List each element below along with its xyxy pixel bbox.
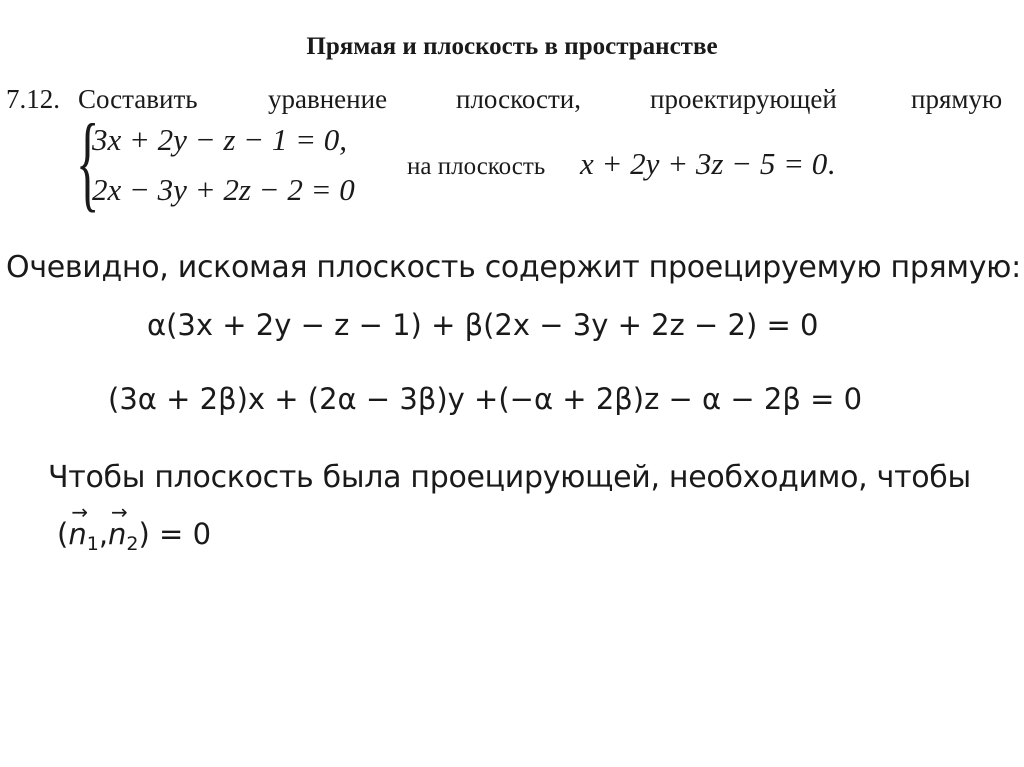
problem-word-4: проектирующей bbox=[650, 84, 837, 114]
plane-equation bbox=[580, 146, 835, 182]
formula3-comma: , bbox=[98, 517, 109, 551]
plane-equation-text: x + 2y + 3z − 5 = 0 bbox=[580, 146, 828, 181]
normal-vector-2-letter: n bbox=[108, 517, 127, 551]
problem-word-5: прямую bbox=[911, 84, 1003, 114]
formula3-close: ) = 0 bbox=[138, 517, 212, 551]
problem-number: 7.12. bbox=[6, 84, 60, 114]
page-title: Прямая и плоскость в пространстве bbox=[306, 33, 718, 60]
system-equation-1: 3x + 2y − z − 1 = 0, bbox=[92, 122, 348, 157]
problem-word-3: плоскости, bbox=[456, 84, 581, 114]
normal-vector-1-letter: n bbox=[68, 517, 87, 551]
system-equation-2: 2x − 3y + 2z − 2 = 0 bbox=[92, 172, 355, 207]
solution-line-1: Очевидно, искомая плоскость содержит проецируемую прямую: bbox=[6, 250, 1021, 285]
formula-combination: α(3x + 2y − z − 1) + β(2x − 3y + 2z − 2) = 0 bbox=[147, 308, 819, 342]
problem-word-2: уравнение bbox=[268, 84, 388, 114]
plane-label: на плоскость bbox=[407, 153, 546, 180]
normal-vector-2 bbox=[108, 517, 138, 555]
normal-vector-2-index: 2 bbox=[126, 533, 139, 555]
problem-word-1: Составить bbox=[78, 84, 198, 114]
normal-vector-1 bbox=[68, 517, 98, 555]
solution-line-2: Чтобы плоскость была проецирующей, необходимо, чтобы bbox=[48, 460, 971, 495]
formula-normals-product bbox=[57, 517, 211, 555]
system-brace: { bbox=[76, 103, 100, 222]
formula3-open: ( bbox=[57, 517, 69, 551]
normal-vector-1-index: 1 bbox=[86, 533, 99, 555]
formula-expanded: (3α + 2β)x + (2α − 3β)y +(−α + 2β)z − α − 2β = 0 bbox=[108, 382, 863, 416]
plane-equation-period: . bbox=[827, 146, 836, 181]
